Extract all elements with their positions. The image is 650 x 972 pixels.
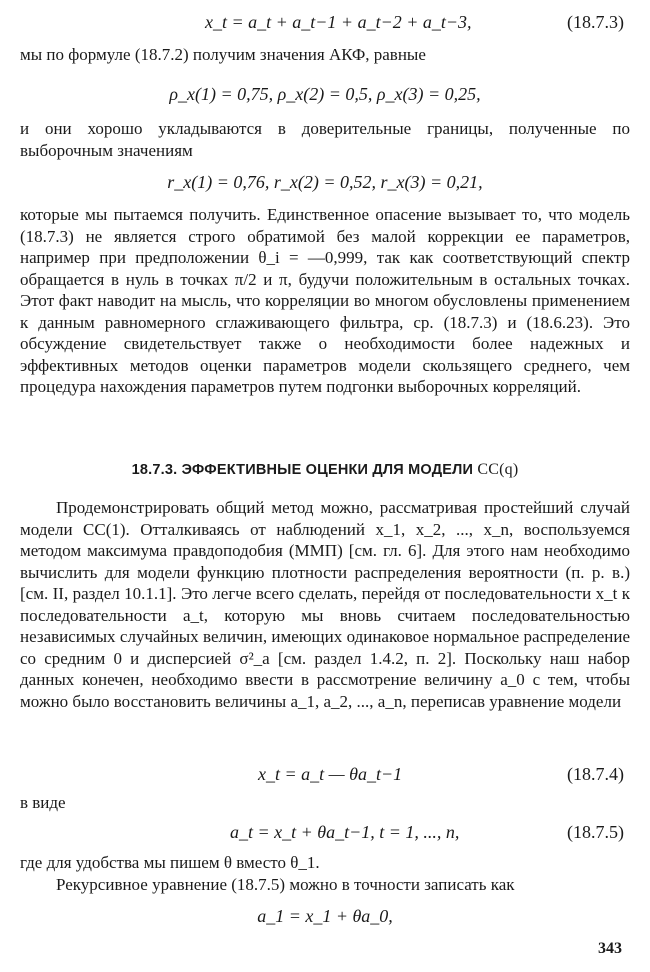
- equation-formula: a_1 = x_1 + θa_0,: [257, 906, 393, 926]
- paragraph-confidence-bounds: и они хорошо укладываются в доверительные границы, полученные по выборочным значениям: [20, 119, 630, 160]
- paragraph-convenience-note: где для удобства мы пишем θ вместо θ_1.: [20, 853, 320, 872]
- equation-formula: a_t = x_t + θa_t−1, t = 1, ..., n,: [230, 822, 460, 842]
- paragraph-discussion: которые мы пытаемся получить. Единственное опасение вызывает то, что модель (18.7.3) не является строго обратимой без малой коррекции ее параметров, например при предположении θ_i = —0,999, так как соответствующий спектр обращается в нуль в точках π/2 и π, будучи положительным в остальных точках. Этот факт наводит на мысль, что корреляции во многом обусловлены применением к данным равномерного сглаживающего фильтра, ср. (18.7.3) и (18.6.23). Это обсуждение свидетельствует также о необходимости более надежных и эффективных методов оценки параметров модели скользящего среднего, чем процедура нахождения параметров путем подгонки выборочных корреляций.: [20, 205, 630, 396]
- paragraph-recursive: Рекурсивное уравнение (18.7.5) можно в точности записать как: [56, 875, 515, 894]
- section-heading: [0, 460, 650, 480]
- section-heading-model: СС(q): [477, 461, 519, 478]
- section-heading-text: 18.7.3. ЭФФЕКТИВНЫЕ ОЦЕНКИ ДЛЯ МОДЕЛИ: [131, 462, 474, 478]
- paragraph-acf-intro: мы по формуле (18.7.2) получим значения АКФ, равные: [20, 45, 426, 64]
- equation-number: (18.7.3): [567, 12, 624, 32]
- equation-formula: x_t = a_t + a_t−1 + a_t−2 + a_t−3,: [205, 12, 472, 32]
- equation-formula: r_x(1) = 0,76, r_x(2) = 0,52, r_x(3) = 0,21,: [167, 172, 483, 192]
- page-number: 343: [598, 940, 622, 957]
- paragraph-in-form: в виде: [20, 793, 66, 812]
- paragraph-method: Продемонстрировать общий метод можно, рассматривая простейший случай модели СС(1). Отталкиваясь от наблюдений x_1, x_2, ..., x_n, воспользуемся методом максимума правдоподобия (ММП) [см. гл. 6]. Для этого нам необходимо вычислить для модели функцию плотности распределения вероятности (п. р. в.) [см. II, раздел 10.1.1]. Это легче всего сделать, перейдя от последовательности x_t к последовательности a_t, которую мы вновь считаем последовательностью независимых случайных величин, имеющих одинаковое нормальное распределение со средним 0 и дисперсией σ²_a [см. раздел 1.4.2, п. 2]. Поскольку наш набор данных конечен, необходимо ввести в рассмотрение величину a_0 с тем, чтобы можно было восстановить величины a_1, a_2, ..., a_n, переписав уравнение модели: [20, 498, 630, 711]
- equation-number: (18.7.4): [567, 764, 624, 784]
- equation-formula: ρ_x(1) = 0,75, ρ_x(2) = 0,5, ρ_x(3) = 0,25,: [169, 84, 481, 104]
- equation-formula: x_t = a_t — θa_t−1: [258, 764, 403, 784]
- equation-number: (18.7.5): [567, 822, 624, 842]
